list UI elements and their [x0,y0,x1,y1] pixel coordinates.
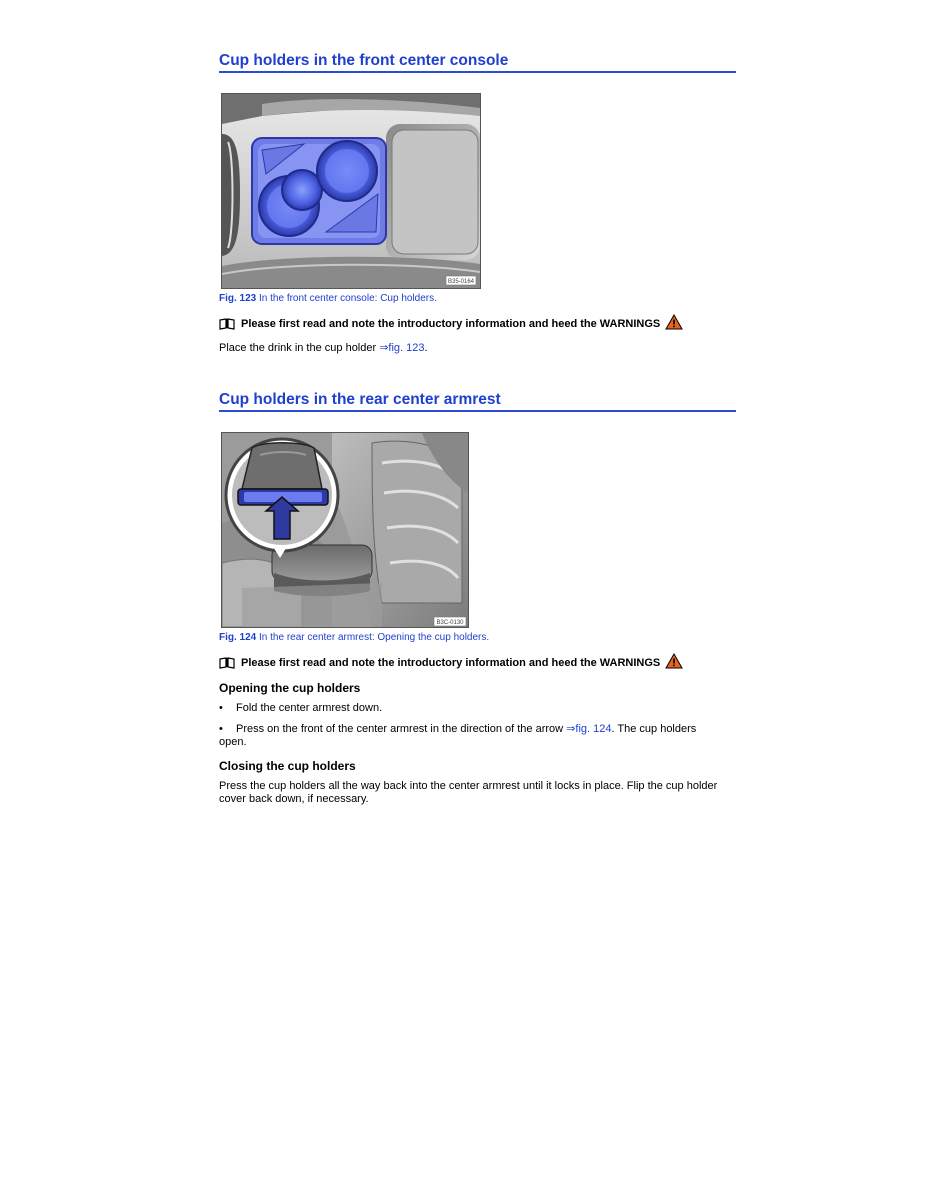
paragraph-line-2: cover back down, if necessary. [219,793,369,805]
book-icon [219,318,235,330]
figure-rear-armrest-cup-holders [221,432,469,628]
fig-124-link[interactable]: ⇒fig. 124 [566,723,612,735]
figure-caption-text: In the rear center armrest: Opening the cup holders. [256,632,490,643]
figure-caption-123 [219,293,437,304]
subheading-closing: Closing the cup holders [219,759,356,773]
warning-triangle-icon [665,314,683,330]
front-console-illustration [222,94,480,288]
bullet-text-suffix: . The cup holders [611,723,697,735]
paragraph-place-drink [219,342,428,355]
figure-caption-label: Fig. 124 [219,632,257,643]
fig-123-link[interactable]: ⇒fig. 123 [379,342,425,354]
figure-caption-label: Fig. 123 [219,293,257,304]
paragraph-closing [219,780,749,806]
rear-armrest-illustration [222,433,468,627]
figure-caption-124 [219,632,489,643]
bullet-text: Press on the front of the center armrest in the direction of the arrow [236,723,567,735]
warning-triangle-icon [665,653,683,669]
book-icon [219,657,235,669]
figure-front-console-cup-holders [221,93,481,289]
note-text: Please first read and note the introductory information and heed the WARNINGS [241,318,661,330]
note-text: Please first read and note the introductory information and heed the WARNINGS [241,657,661,669]
figure-code-label: B35-0164 [447,279,475,285]
paragraph-suffix: . [424,342,428,354]
bullet-text: Fold the center armrest down. [236,702,383,714]
figure-caption-text: In the front center console: Cup holders. [256,293,437,304]
paragraph-text: Place the drink in the cup holder [219,342,380,354]
bullet-text-continuation: open. [219,736,247,748]
section-title-front-console: Cup holders in the front center console [219,52,736,73]
subheading-opening: Opening the cup holders [219,681,361,695]
figure-code-label: B3C-0130 [436,620,464,626]
paragraph-line-1: Press the cup holders all the way back into the center armrest until it locks in place. Flip the cup holder [219,780,718,792]
note-read-warnings-2 [219,657,683,669]
bullet-item-fold [219,702,382,715]
bullet-dot: • [219,702,223,714]
section-title-rear-armrest: Cup holders in the rear center armrest [219,391,736,412]
note-read-warnings-1 [219,318,683,330]
bullet-dot: • [219,723,223,735]
bullet-item-press [219,723,739,749]
